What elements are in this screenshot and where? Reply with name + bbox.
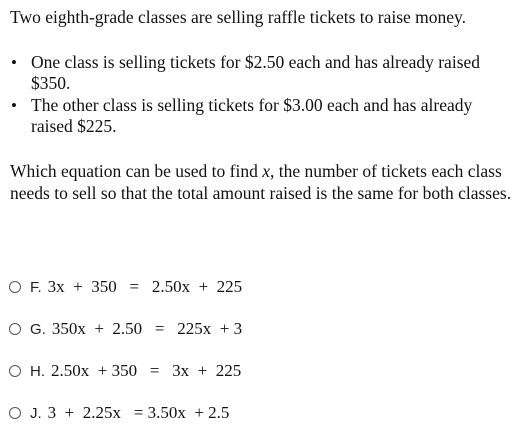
bullet-item: [10, 95, 510, 137]
choice-j[interactable]: [8, 392, 508, 434]
radio-button-icon[interactable]: [9, 407, 21, 419]
choice-letter: H.: [30, 362, 45, 380]
bullet-dot-icon: •: [11, 96, 17, 115]
radio-button-icon[interactable]: [9, 323, 21, 335]
choice-equation: 2.50x + 350 = 3x + 225: [51, 361, 242, 380]
choice-g[interactable]: [8, 308, 508, 350]
bullet-text: One class is selling tickets for $2.50 each and has already raised $350.: [31, 52, 481, 93]
bullet-list: [10, 52, 510, 138]
choice-f[interactable]: [8, 266, 508, 308]
choice-letter: F.: [30, 278, 42, 296]
choice-h[interactable]: [8, 350, 508, 392]
answer-choices: [8, 266, 508, 434]
radio-button-icon[interactable]: [9, 281, 21, 293]
question-after: , the number of tickets each class needs to sell so that the total amount raised is the same for both classes.: [10, 161, 512, 203]
choice-equation: 3x + 350 = 2.50x + 225: [47, 277, 243, 296]
radio-button-icon[interactable]: [9, 365, 21, 377]
bullet-dot-icon: •: [11, 53, 17, 72]
bullet-item: [10, 52, 510, 94]
intro-text: Two eighth-grade classes are selling raffle tickets to raise money.: [10, 7, 467, 27]
choice-equation: 350x + 2.50 = 225x + 3: [51, 319, 243, 338]
choice-letter: J.: [30, 404, 42, 422]
question-text: [10, 161, 514, 204]
question-variable: x: [262, 161, 270, 181]
bullet-text: The other class is selling tickets for $3.00 each and has already raised $225.: [31, 95, 473, 136]
question-before: Which equation can be used to find: [10, 161, 263, 181]
choice-letter: G.: [30, 320, 46, 338]
choice-equation: 3 + 2.25x = 3.50x + 2.5: [47, 403, 230, 422]
